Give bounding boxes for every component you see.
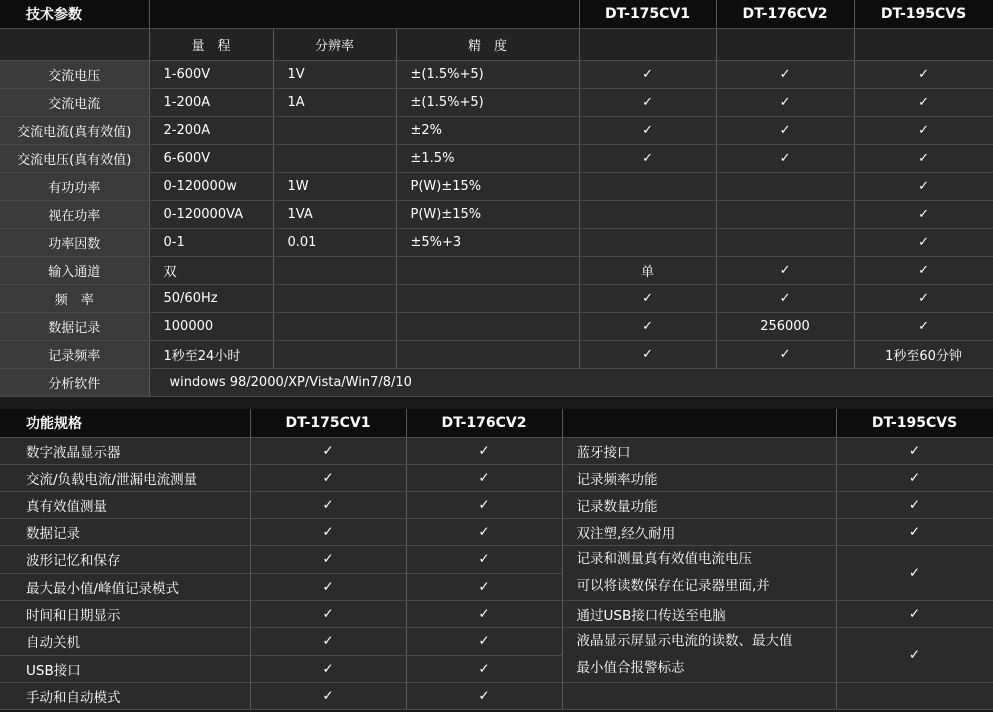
- spec-model-1-value: [579, 173, 716, 201]
- spec-model-3-value: ✓: [854, 89, 993, 117]
- feature-row: [0, 628, 993, 656]
- subheader-range: 量 程: [149, 29, 273, 61]
- feature-name: 数据记录: [0, 519, 250, 546]
- feature-model-3-check: ✓: [836, 438, 993, 465]
- spec-range: 0-120000w: [149, 173, 273, 201]
- spec-row: [0, 201, 993, 229]
- spec-model-1-value: ✓: [579, 341, 716, 369]
- feature-row: [0, 546, 993, 574]
- feature-name: 数字液晶显示器: [0, 438, 250, 465]
- spec-model-3-value: ✓: [854, 117, 993, 145]
- spec-accuracy: P(W)±15%: [396, 201, 579, 229]
- feature-right-name: 蓝牙接口: [562, 438, 836, 465]
- spec-param-name: 记录频率: [0, 341, 149, 369]
- spec-resolution: 1A: [273, 89, 396, 117]
- subheader-resolution: 分辨率: [273, 29, 396, 61]
- feature-model-3-check: ✓: [836, 465, 993, 492]
- feature-name: 时间和日期显示: [0, 601, 250, 628]
- feature-model-2-check: ✓: [406, 546, 562, 574]
- spec-param-name: 频 率: [0, 285, 149, 313]
- spec-model-3: DT-195CVS: [854, 0, 993, 29]
- spec-range: 100000: [149, 313, 273, 341]
- feature-model-1-check: ✓: [250, 438, 406, 465]
- feature-model-2-check: ✓: [406, 655, 562, 683]
- spec-param-name: 交流电流(真有效值): [0, 117, 149, 145]
- feature-model-1: DT-175CV1: [250, 409, 406, 438]
- feature-right-empty-check: [836, 683, 993, 710]
- feature-row: [0, 438, 993, 465]
- software-row: [0, 369, 993, 397]
- spec-model-1-value: ✓: [579, 285, 716, 313]
- spec-resolution: 1W: [273, 173, 396, 201]
- feature-name: 手动和自动模式: [0, 683, 250, 710]
- feature-model-1-check: ✓: [250, 601, 406, 628]
- feature-model-1-check: ✓: [250, 573, 406, 601]
- spec-model-1: DT-175CV1: [579, 0, 716, 29]
- spec-range: 双: [149, 257, 273, 285]
- feature-right-name-line-2: 可以将读数保存在记录器里面,并: [576, 578, 770, 594]
- spec-accuracy: ±(1.5%+5): [396, 89, 579, 117]
- feature-right-name: 通过USB接口传送至电脑: [562, 601, 836, 628]
- feature-model-1-check: ✓: [250, 546, 406, 574]
- feature-row: [0, 492, 993, 519]
- feature-model-1-check: ✓: [250, 465, 406, 492]
- feature-model-1-check: ✓: [250, 492, 406, 519]
- feature-model-1-check: ✓: [250, 628, 406, 656]
- spec-model-1-value: ✓: [579, 145, 716, 173]
- spec-model-3-value: ✓: [854, 313, 993, 341]
- feature-right-name-line-1: 液晶显示屏显示电流的读数、最大值: [576, 633, 793, 649]
- feature-name: 真有效值测量: [0, 492, 250, 519]
- spec-resolution: 0.01: [273, 229, 396, 257]
- spec-model-2-value: ✓: [716, 145, 854, 173]
- feature-name: 交流/负载电流/泄漏电流测量: [0, 465, 250, 492]
- feature-model-3-check: ✓: [836, 546, 993, 601]
- spec-model-3-value: ✓: [854, 61, 993, 89]
- feature-header-row: [0, 409, 993, 438]
- spec-accuracy: [396, 313, 579, 341]
- spec-model-2-value: ✓: [716, 257, 854, 285]
- spec-model-3-value: ✓: [854, 257, 993, 285]
- spec-param-name: 交流电流: [0, 89, 149, 117]
- spec-range: 0-120000VA: [149, 201, 273, 229]
- spec-model-2-value: [716, 229, 854, 257]
- feature-model-3-check: ✓: [836, 601, 993, 628]
- feature-row: [0, 465, 993, 492]
- feature-model-2: DT-176CV2: [406, 409, 562, 438]
- feature-right-name-line-2: 最小值合报警标志: [576, 660, 685, 676]
- feature-row: [0, 601, 993, 628]
- spec-resolution: [273, 285, 396, 313]
- spec-resolution: [273, 257, 396, 285]
- spec-row: [0, 89, 993, 117]
- spec-accuracy: ±(1.5%+5): [396, 61, 579, 89]
- spec-range: 1-200A: [149, 89, 273, 117]
- feature-right-name: [562, 546, 836, 601]
- spec-model-3-value: ✓: [854, 201, 993, 229]
- spec-row: [0, 117, 993, 145]
- spec-model-2-value: ✓: [716, 89, 854, 117]
- feature-name: 波形记忆和保存: [0, 546, 250, 574]
- spec-model-1-value: ✓: [579, 89, 716, 117]
- spec-model-2-value: ✓: [716, 61, 854, 89]
- spec-model-3-value: ✓: [854, 285, 993, 313]
- feature-model-3-check: ✓: [836, 492, 993, 519]
- spec-resolution: [273, 145, 396, 173]
- feature-right-name-line-1: 记录和测量真有效值电流电压: [576, 551, 752, 567]
- feature-name: 最大最小值/峰值记录模式: [0, 573, 250, 601]
- spec-accuracy: [396, 257, 579, 285]
- spec-accuracy: [396, 341, 579, 369]
- spec-model-2-value: ✓: [716, 341, 854, 369]
- spec-range: 1秒至24小时: [149, 341, 273, 369]
- spec-resolution: [273, 313, 396, 341]
- feature-model-1-check: ✓: [250, 655, 406, 683]
- spec-row: [0, 173, 993, 201]
- spec-resolution: 1VA: [273, 201, 396, 229]
- feature-right-name: 记录数量功能: [562, 492, 836, 519]
- spec-row: [0, 61, 993, 89]
- spec-row: [0, 341, 993, 369]
- spec-param-name: 有功功率: [0, 173, 149, 201]
- software-value: windows 98/2000/XP/Vista/Win7/8/10: [149, 369, 993, 397]
- spec-resolution: [273, 117, 396, 145]
- spec-model-2-value: ✓: [716, 117, 854, 145]
- feature-model-2-check: ✓: [406, 683, 562, 710]
- feature-model-2-check: ✓: [406, 628, 562, 656]
- spec-model-2-value: [716, 201, 854, 229]
- spec-resolution: 1V: [273, 61, 396, 89]
- spec-param-name: 数据记录: [0, 313, 149, 341]
- spec-accuracy: ±2%: [396, 117, 579, 145]
- spec-model-2-value: ✓: [716, 285, 854, 313]
- spec-row: [0, 285, 993, 313]
- feature-row: [0, 519, 993, 546]
- feature-right-name: [562, 628, 836, 683]
- spec-row: [0, 313, 993, 341]
- feature-model-2-check: ✓: [406, 601, 562, 628]
- spec-param-name: 视在功率: [0, 201, 149, 229]
- feature-model-2-check: ✓: [406, 465, 562, 492]
- feature-row: [0, 683, 993, 710]
- feature-model-3-check: ✓: [836, 519, 993, 546]
- spec-subheader-row: [0, 29, 993, 61]
- spec-resolution: [273, 341, 396, 369]
- spec-param-name: 功率因数: [0, 229, 149, 257]
- spec-header-row: [0, 0, 993, 29]
- spec-model-1-value: ✓: [579, 61, 716, 89]
- spec-model-3-value: ✓: [854, 145, 993, 173]
- spec-model-3-value: ✓: [854, 229, 993, 257]
- feature-right-empty: [562, 683, 836, 710]
- subheader-accuracy: 精 度: [396, 29, 579, 61]
- spec-model-2-value: 256000: [716, 313, 854, 341]
- spec-accuracy: [396, 285, 579, 313]
- software-label: 分析软件: [0, 369, 149, 397]
- spec-row: [0, 229, 993, 257]
- feature-name: USB接口: [0, 655, 250, 683]
- spec-range: 1-600V: [149, 61, 273, 89]
- feature-model-2-check: ✓: [406, 438, 562, 465]
- spec-title: 技术参数: [0, 0, 149, 29]
- spec-model-1-value: ✓: [579, 313, 716, 341]
- spec-param-name: 交流电压: [0, 61, 149, 89]
- spec-model-3-value: ✓: [854, 173, 993, 201]
- spec-accuracy: ±1.5%: [396, 145, 579, 173]
- feature-model-2-check: ✓: [406, 573, 562, 601]
- spec-param-name: 交流电压(真有效值): [0, 145, 149, 173]
- spec-model-2-value: [716, 173, 854, 201]
- spec-row: [0, 145, 993, 173]
- spec-range: 2-200A: [149, 117, 273, 145]
- feature-model-3-check: ✓: [836, 628, 993, 683]
- spec-model-3-value: 1秒至60分钟: [854, 341, 993, 369]
- spec-row: [0, 257, 993, 285]
- feature-name: 自动关机: [0, 628, 250, 656]
- feature-model-3: DT-195CVS: [836, 409, 993, 438]
- feature-title: 功能规格: [0, 409, 250, 438]
- feature-right-name: 记录频率功能: [562, 465, 836, 492]
- spec-model-1-value: [579, 201, 716, 229]
- feature-right-name: 双注塑,经久耐用: [562, 519, 836, 546]
- spec-model-1-value: 单: [579, 257, 716, 285]
- spec-accuracy: ±5%+3: [396, 229, 579, 257]
- spec-accuracy: P(W)±15%: [396, 173, 579, 201]
- section-separator: [0, 397, 993, 409]
- spec-model-1-value: ✓: [579, 117, 716, 145]
- feature-model-1-check: ✓: [250, 519, 406, 546]
- spec-range: 6-600V: [149, 145, 273, 173]
- spec-range: 0-1: [149, 229, 273, 257]
- feature-table: [0, 409, 993, 710]
- feature-model-1-check: ✓: [250, 683, 406, 710]
- spec-param-name: 输入通道: [0, 257, 149, 285]
- feature-model-2-check: ✓: [406, 519, 562, 546]
- spec-model-2: DT-176CV2: [716, 0, 854, 29]
- spec-model-1-value: [579, 229, 716, 257]
- spec-range: 50/60Hz: [149, 285, 273, 313]
- feature-model-2-check: ✓: [406, 492, 562, 519]
